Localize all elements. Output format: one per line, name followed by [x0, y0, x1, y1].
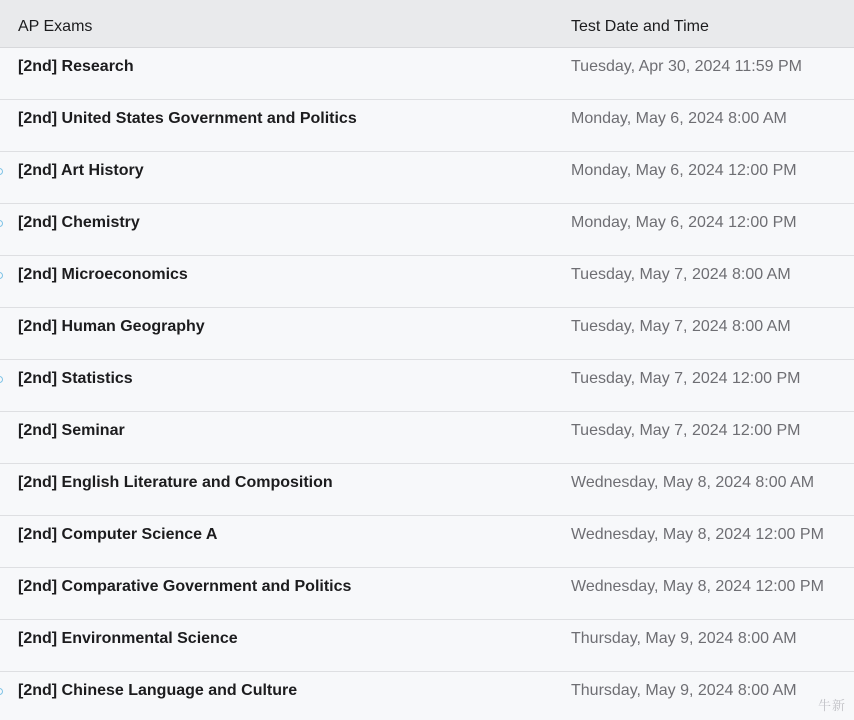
exam-date: Tuesday, May 7, 2024 8:00 AM [571, 318, 791, 335]
exam-name: [2nd] Microeconomics [18, 266, 188, 283]
exam-name: [2nd] Statistics [18, 370, 133, 387]
table-row[interactable] [0, 360, 854, 412]
table-row[interactable] [0, 308, 854, 360]
exam-date: Tuesday, May 7, 2024 12:00 PM [571, 370, 801, 387]
row-marker-icon [0, 688, 3, 695]
exam-name: [2nd] Chemistry [18, 214, 140, 231]
table-header [0, 0, 854, 48]
exam-date: Wednesday, May 8, 2024 12:00 PM [571, 578, 824, 595]
exam-name: [2nd] Comparative Government and Politics [18, 578, 352, 595]
exam-name: [2nd] Research [18, 58, 134, 75]
table-row[interactable] [0, 48, 854, 100]
row-marker-icon [0, 220, 3, 227]
column-header-test-date[interactable]: Test Date and Time [571, 18, 709, 35]
exam-name: [2nd] Seminar [18, 422, 125, 439]
table-row[interactable] [0, 412, 854, 464]
table-row[interactable] [0, 516, 854, 568]
table-row[interactable] [0, 568, 854, 620]
exam-date: Monday, May 6, 2024 8:00 AM [571, 110, 787, 127]
table-row[interactable] [0, 464, 854, 516]
table-row[interactable] [0, 620, 854, 672]
table-row[interactable] [0, 152, 854, 204]
exam-name: [2nd] Human Geography [18, 318, 205, 335]
exam-date: Tuesday, May 7, 2024 8:00 AM [571, 266, 791, 283]
row-marker-icon [0, 272, 3, 279]
exam-date: Wednesday, May 8, 2024 12:00 PM [571, 526, 824, 543]
exam-name: [2nd] Computer Science A [18, 526, 218, 543]
exam-date: Thursday, May 9, 2024 8:00 AM [571, 630, 797, 647]
row-marker-icon [0, 376, 3, 383]
exam-date: Wednesday, May 8, 2024 8:00 AM [571, 474, 815, 491]
exam-date: Monday, May 6, 2024 12:00 PM [571, 214, 797, 231]
exam-name: [2nd] Art History [18, 162, 144, 179]
table-row[interactable] [0, 256, 854, 308]
exam-date: Tuesday, May 7, 2024 12:00 PM [571, 422, 801, 439]
table-row[interactable] [0, 672, 854, 720]
table-row[interactable] [0, 204, 854, 256]
exam-name: [2nd] Chinese Language and Culture [18, 682, 298, 699]
row-marker-icon [0, 168, 3, 175]
exam-name: [2nd] Environmental Science [18, 630, 238, 647]
exam-date: Thursday, May 9, 2024 8:00 AM [571, 682, 797, 699]
exam-name: [2nd] English Literature and Composition [18, 474, 333, 491]
table-row[interactable] [0, 100, 854, 152]
watermark-logo: 牛新 [817, 699, 846, 714]
exam-name: [2nd] United States Government and Politics [18, 110, 357, 127]
exam-date: Tuesday, Apr 30, 2024 11:59 PM [571, 58, 802, 75]
column-header-ap-exams[interactable]: AP Exams [18, 18, 93, 35]
exam-date: Monday, May 6, 2024 12:00 PM [571, 162, 797, 179]
